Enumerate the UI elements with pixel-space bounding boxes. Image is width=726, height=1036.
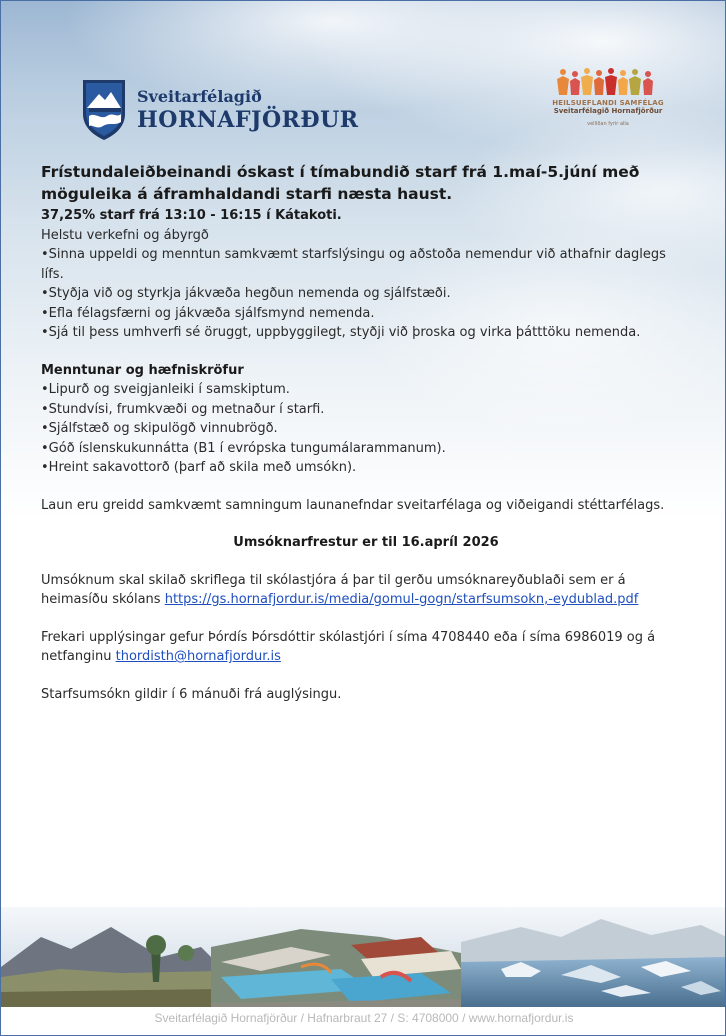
qualification-item: •Stundvísi, frumkvæði og metnaður í starfi. (41, 401, 325, 417)
health-logo-tagline: velliðan fyrir alla (587, 121, 629, 127)
qualifications-title: Menntunar og hæfniskröfur (41, 362, 244, 378)
duty-item: •Sjá til þess umhverfi sé öruggt, uppbyggilegt, styðji við þroska og virka þátttöku nemenda. (41, 325, 641, 340)
qualification-item: •Sjálfstæð og skipulögð vinnubrögð. (41, 421, 278, 436)
logo-subtitle: Sveitarfélagið (137, 87, 262, 106)
landscape-photo-strip (1, 907, 726, 1007)
health-logo-title: HEILSUEFLANDI SAMFÉLAG (552, 99, 664, 107)
info-text: Frekari upplýsingar gefur Þórdís Þórsdóttir skólastjóri í síma 4708440 eða í síma 6986019 og á netfanginu (41, 629, 656, 664)
apply-paragraph (41, 571, 691, 610)
ad-subhead: 37,25% starf frá 13:10 - 16:15 í Kátakoti. (41, 208, 342, 223)
qualification-item: •Hreint sakavottorð (þarf að skila með umsókn). (41, 460, 357, 475)
application-form-link[interactable]: https://gs.hornafjordur.is/media/gomul-gogn/starfsumsokn,-eydublad.pdf (164, 592, 639, 607)
people-figures-icon (553, 67, 663, 97)
coat-of-arms-icon (81, 78, 127, 142)
municipality-logo (81, 75, 381, 145)
application-deadline: Umsóknarfrestur er til 16.apríl 2026 (233, 535, 499, 550)
health-logo-subtitle: Sveitarfélagið Hornafjörður (553, 107, 663, 115)
ad-headline: Frístundaleiðbeinandi óskast í tímabundið starf frá 1.maí-5.júní með möguleika á áframhaldandi starfi næsta haust. (41, 163, 640, 203)
duties-title: Helstu verkefni og ábyrgð (41, 227, 209, 243)
duty-item: •Styðja við og styrkja jákvæða hegðun nemenda og sjálfstæði. (41, 286, 451, 301)
duty-item: •Efla félagsfærni og jákvæða sjálfsmynd nemenda. (41, 305, 375, 321)
logo-title: HORNAFJÖRÐUR (137, 107, 359, 133)
health-community-logo (549, 67, 667, 137)
salary-text: Laun eru greidd samkvæmt samningum launanefndar sveitarfélaga og viðeigandi stéttarfélags. (41, 497, 665, 513)
validity-text: Starfsumsókn gildir í 6 mánuði frá auglýsingu. (41, 686, 342, 702)
qualification-item: •Góð íslenskukunnátta (B1 í evrópska tungumálarammanum). (41, 440, 446, 456)
apply-text: Umsóknum skal skilað skriflega til skólastjóra á þar til gerðu umsóknareyðublaði sem er á heimasíðu skólans (41, 572, 626, 607)
ad-content (41, 161, 691, 704)
duty-item: •Sinna uppeldi og menntun samkvæmt starfslýsingu og aðstoða nemendur við athafnir daglegs lífs. (41, 247, 666, 282)
info-paragraph (41, 628, 691, 667)
page-footer: Sveitarfélagið Hornafjörður / Hafnarbraut 27 / S: 4708000 / www.hornafjordur.is (1, 1007, 726, 1036)
email-link[interactable]: thordisth@hornafjordur.is (115, 649, 281, 664)
qualification-item: •Lipurð og sveigjanleiki í samskiptum. (41, 382, 290, 397)
